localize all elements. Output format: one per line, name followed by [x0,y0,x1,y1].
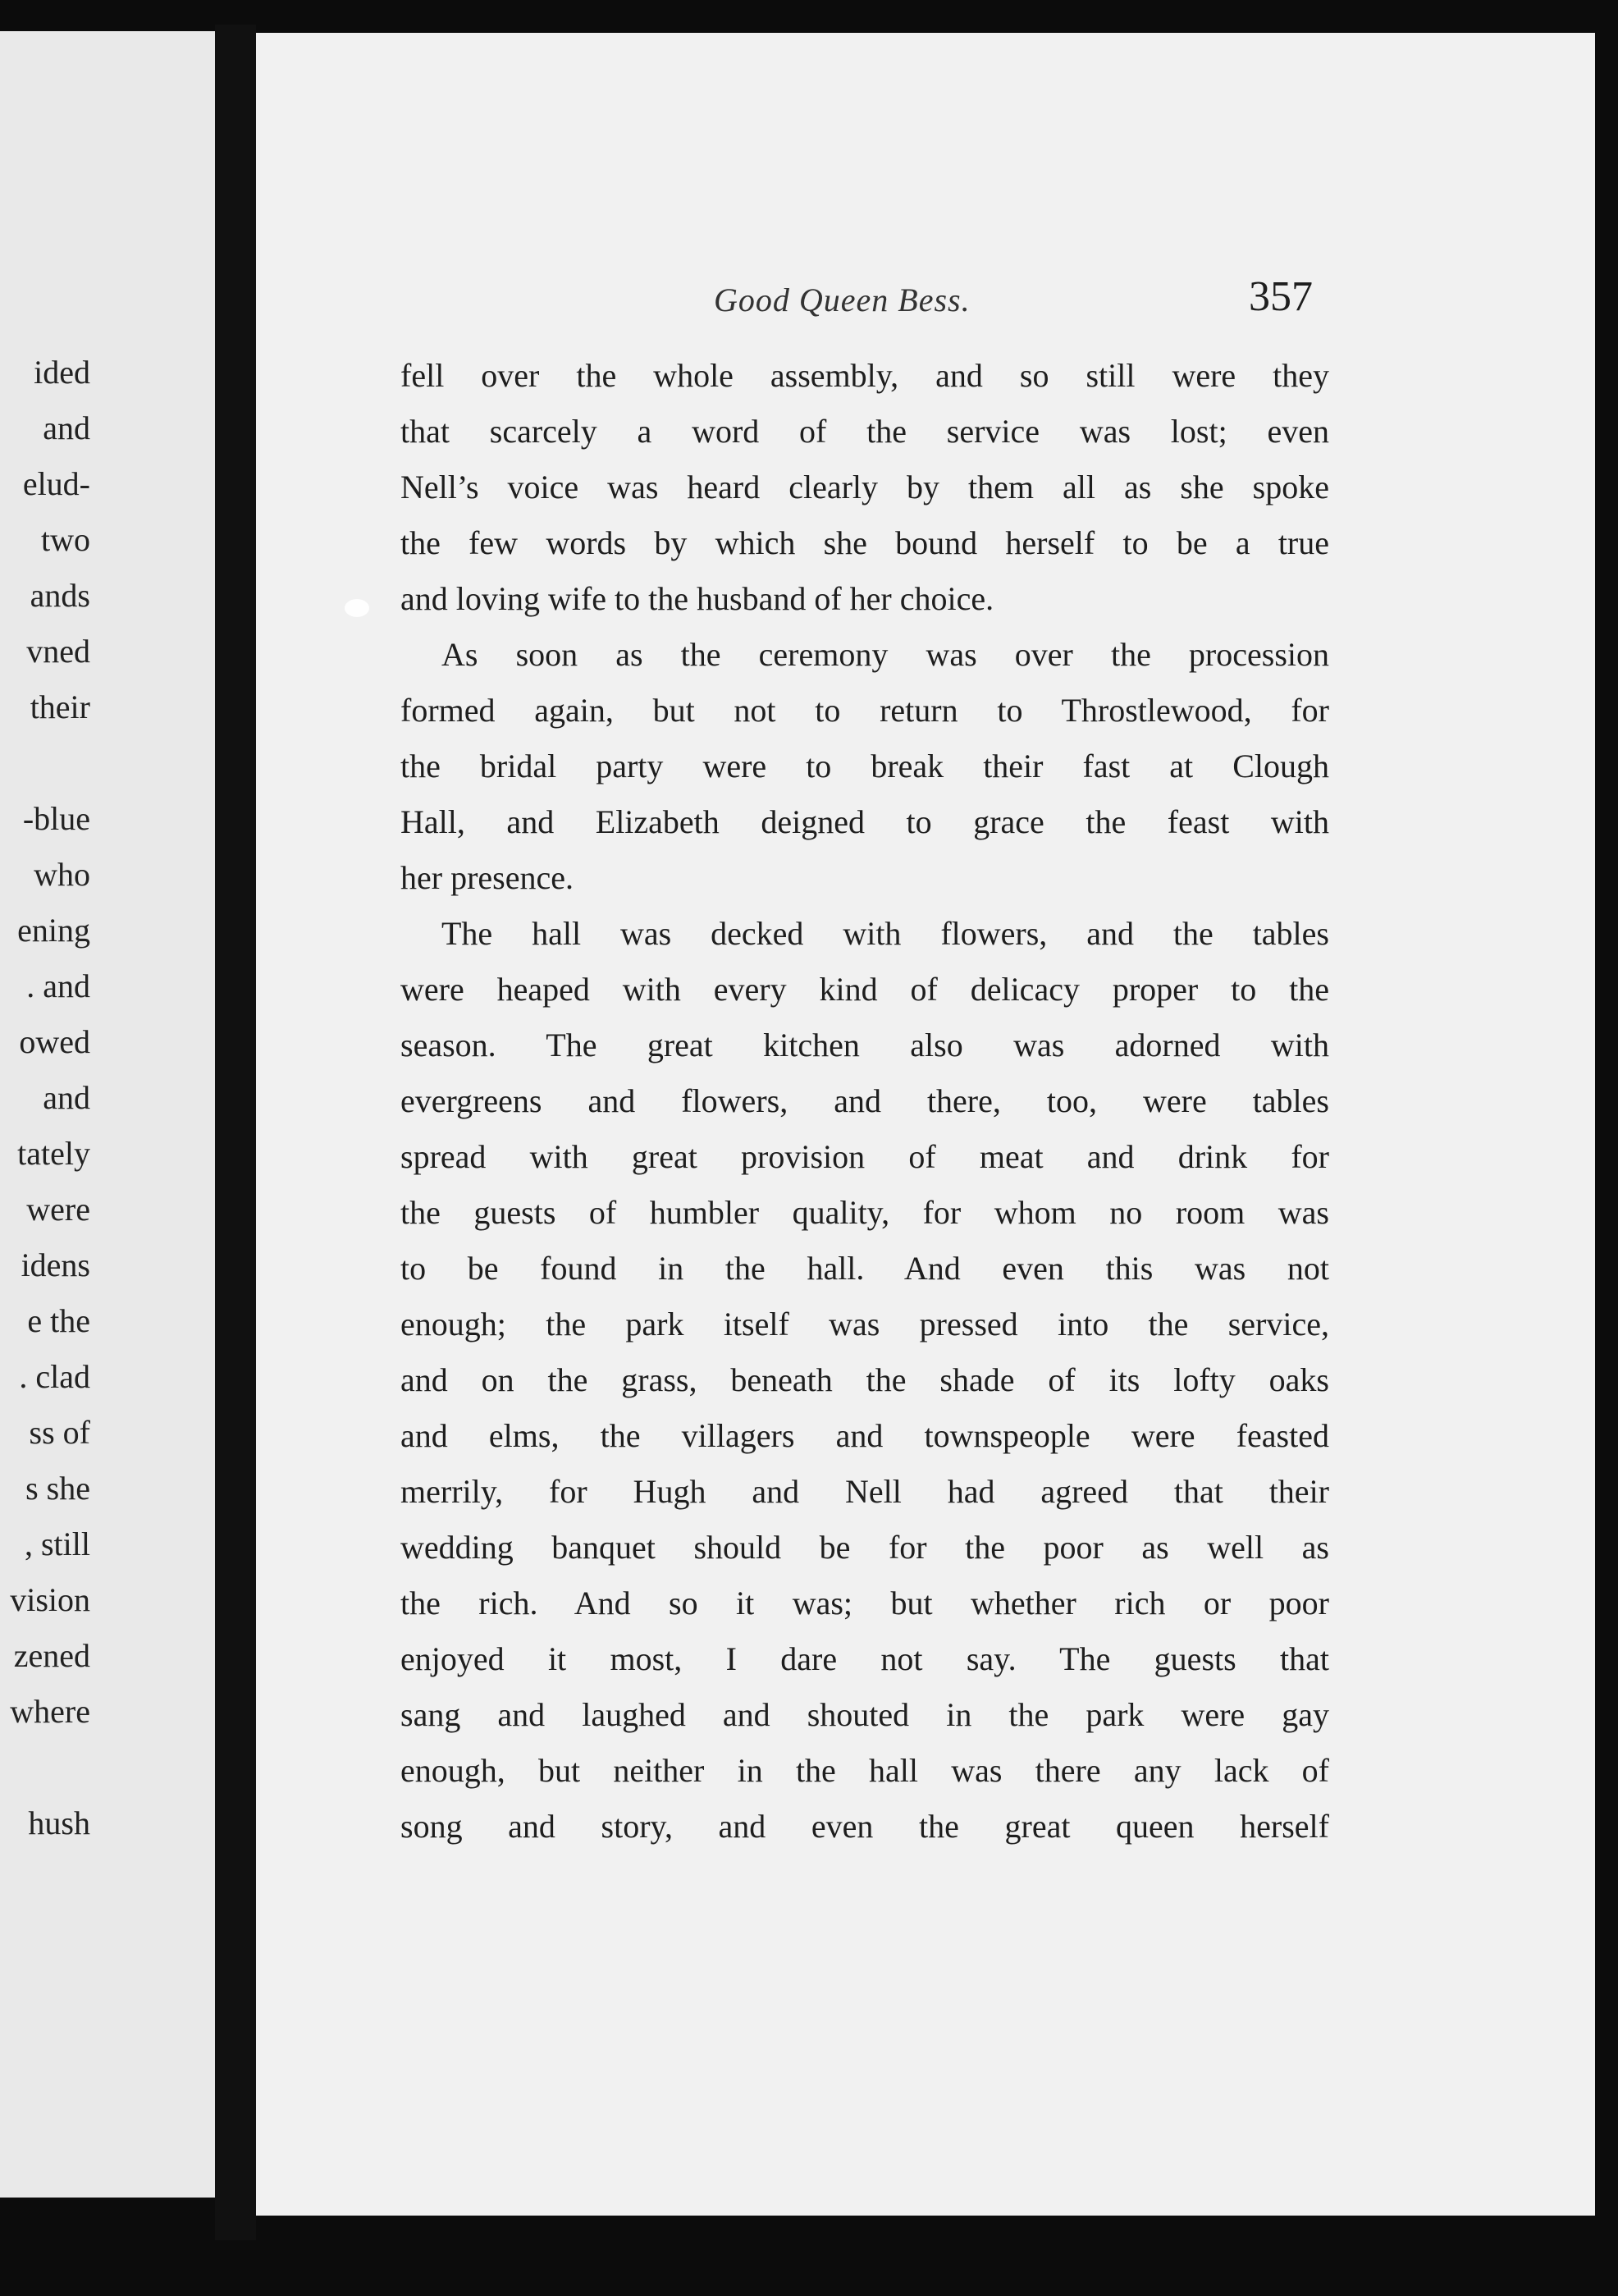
left-page-line: tately [17,1135,90,1172]
left-page-line: elud- [22,465,90,502]
left-page-line: and [43,409,90,446]
left-page-line: zened [13,1637,90,1674]
scan-speck [345,599,369,617]
left-page-line: . clad [19,1358,90,1395]
text-line: merrily, for Hugh and Nell had agreed that their [400,1473,1329,1510]
text-line: and loving wife to the husband of her choice. [400,580,994,617]
previous-page-fragment [0,31,215,2198]
left-page-line: -blue [22,800,90,837]
text-line: sang and laughed and shouted in the park were gay [400,1696,1329,1733]
left-page-line: ss of [29,1414,90,1451]
running-head [256,273,1595,330]
text-line: song and story, and even the great queen herself [400,1808,1329,1845]
left-page-line: ands [30,577,90,614]
current-page [256,33,1595,2216]
text-line: spread with great provision of meat and drink for [400,1138,1329,1175]
text-line: season. The great kitchen also was adorned with [400,1027,1329,1063]
left-page-line: and [43,1079,90,1116]
text-line: the bridal party were to break their fast at Clough [400,748,1329,784]
text-line: enough; the park itself was pressed into the service, [400,1306,1329,1342]
left-page-line: idens [21,1246,90,1283]
left-page-line: two [41,521,90,558]
text-line: wedding banquet should be for the poor as well as [400,1529,1329,1566]
left-page-line: were [26,1191,90,1228]
left-page-line: vned [26,633,90,670]
page-number: 357 [1249,273,1313,320]
text-line: Nell’s voice was heard clearly by them all as she spoke [400,469,1329,505]
text-line: to be found in the hall. And even this was not [400,1250,1329,1287]
text-line: her presence. [400,859,574,896]
left-page-line: , still [24,1525,90,1562]
text-line: Hall, and Elizabeth deigned to grace the feast with [400,803,1329,840]
text-line: the rich. And so it was; but whether rich or poor [400,1585,1329,1621]
left-page-line: vision [10,1581,90,1618]
running-title: Good Queen Bess. [714,281,971,318]
left-page-line: ided [34,354,90,391]
text-line: enough, but neither in the hall was there any lack of [400,1752,1329,1789]
left-page-line: e the [27,1302,90,1339]
left-page-line: s she [25,1470,90,1507]
text-line: enjoyed it most, I dare not say. The guests that [400,1640,1329,1677]
left-page-line: who [34,856,90,893]
text-line: were heaped with every kind of delicacy proper to the [400,971,1329,1008]
left-page-line: where [10,1693,90,1730]
text-line: The hall was decked with flowers, and the tables [441,915,1329,952]
text-line: the guests of humbler quality, for whom no room was [400,1194,1329,1231]
left-page-line: their [30,688,90,725]
text-line: As soon as the ceremony was over the procession [441,636,1329,673]
text-line: fell over the whole assembly, and so still were they [400,357,1329,394]
left-page-line: . and [26,967,90,1004]
text-line: that scarcely a word of the service was lost; even [400,413,1329,450]
left-page-line: owed [19,1023,90,1060]
left-page-line: ening [17,912,90,949]
text-line: and elms, the villagers and townspeople were feasted [400,1417,1329,1454]
left-page-line: hush [28,1804,90,1841]
text-line: evergreens and flowers, and there, too, were tables [400,1082,1329,1119]
text-line: and on the grass, beneath the shade of its lofty oaks [400,1361,1329,1398]
text-line: the few words by which she bound herself to be a true [400,524,1329,561]
book-gutter [215,25,256,2240]
text-line: formed again, but not to return to Throstlewood, for [400,692,1329,729]
